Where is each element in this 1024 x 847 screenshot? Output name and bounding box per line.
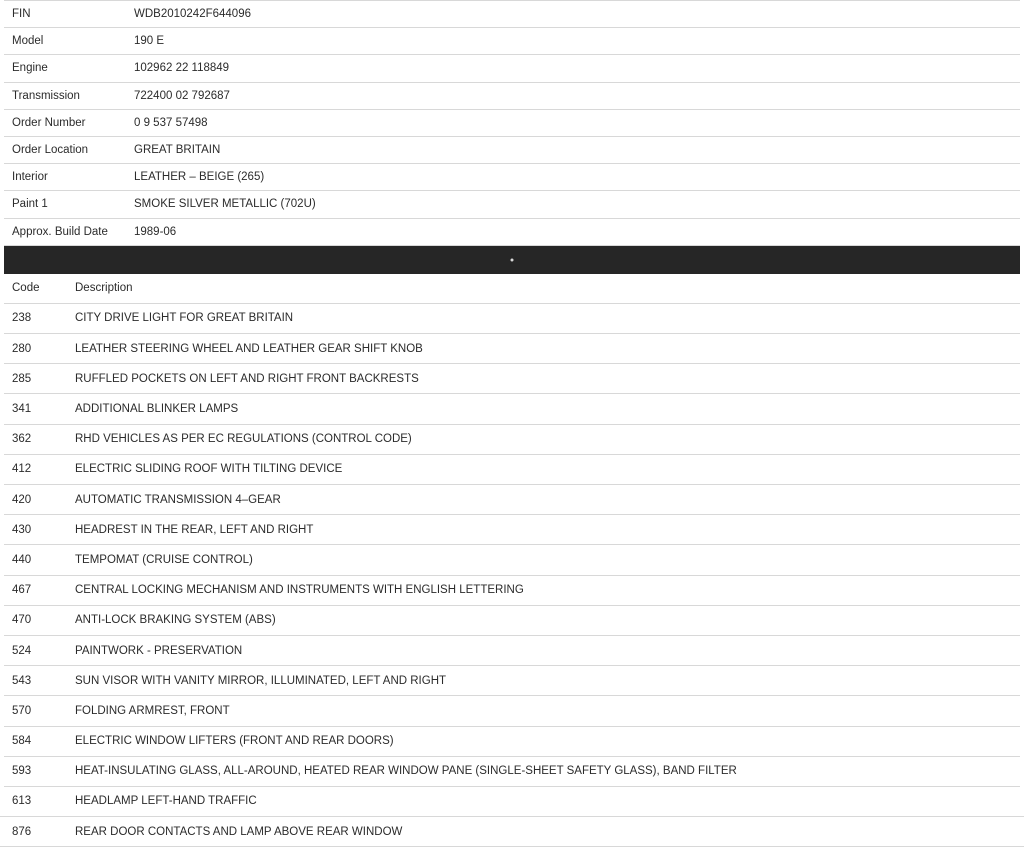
description-cell: FOLDING ARMREST, FRONT — [63, 696, 1024, 726]
table-row — [0, 485, 1024, 515]
description-cell: LEATHER STEERING WHEEL AND LEATHER GEAR SHIFT KNOB — [63, 334, 1024, 364]
option-codes-body — [0, 303, 1024, 846]
info-value: GREAT BRITAIN — [132, 136, 1024, 163]
description-cell: HEAT-INSULATING GLASS, ALL-AROUND, HEATED REAR WINDOW PANE (SINGLE-SHEET SAFETY GLASS), BAND FILTER — [63, 756, 1024, 786]
table-row — [0, 605, 1024, 635]
info-value: 1989-06 — [132, 218, 1024, 245]
vehicle-info-body — [0, 1, 1024, 246]
info-label: Approx. Build Date — [0, 218, 132, 245]
info-label: Model — [0, 28, 132, 55]
info-label: Paint 1 — [0, 191, 132, 218]
code-cell: 440 — [0, 545, 63, 575]
table-row — [0, 1, 1024, 28]
table-row — [0, 28, 1024, 55]
description-cell: TEMPOMAT (CRUISE CONTROL) — [63, 545, 1024, 575]
section-divider-band — [0, 246, 1024, 274]
info-label: Order Location — [0, 136, 132, 163]
info-value: WDB2010242F644096 — [132, 1, 1024, 28]
description-cell: RHD VEHICLES AS PER EC REGULATIONS (CONTROL CODE) — [63, 424, 1024, 454]
table-row — [0, 545, 1024, 575]
info-value: LEATHER – BEIGE (265) — [132, 164, 1024, 191]
table-row — [0, 394, 1024, 424]
info-value: 722400 02 792687 — [132, 82, 1024, 109]
code-cell: 470 — [0, 605, 63, 635]
code-cell: 570 — [0, 696, 63, 726]
code-cell: 524 — [0, 635, 63, 665]
option-codes-table — [0, 274, 1024, 847]
table-row — [0, 218, 1024, 245]
table-row — [0, 424, 1024, 454]
table-row — [0, 364, 1024, 394]
table-row — [0, 303, 1024, 333]
info-label: Engine — [0, 55, 132, 82]
table-row — [0, 136, 1024, 163]
info-value: 0 9 537 57498 — [132, 109, 1024, 136]
info-label: FIN — [0, 1, 132, 28]
table-row — [0, 666, 1024, 696]
code-cell: 341 — [0, 394, 63, 424]
table-row — [0, 786, 1024, 816]
info-label: Interior — [0, 164, 132, 191]
table-row — [0, 575, 1024, 605]
code-cell: 430 — [0, 515, 63, 545]
description-cell: ELECTRIC SLIDING ROOF WITH TILTING DEVICE — [63, 454, 1024, 484]
table-row — [0, 515, 1024, 545]
table-row — [0, 696, 1024, 726]
code-cell: 280 — [0, 334, 63, 364]
code-cell: 420 — [0, 485, 63, 515]
table-row — [0, 817, 1024, 847]
table-row — [0, 191, 1024, 218]
info-value: SMOKE SILVER METALLIC (702U) — [132, 191, 1024, 218]
table-row — [0, 164, 1024, 191]
option-codes-head — [0, 274, 1024, 304]
table-row — [0, 82, 1024, 109]
code-cell: 285 — [0, 364, 63, 394]
code-cell: 238 — [0, 303, 63, 333]
description-cell: SUN VISOR WITH VANITY MIRROR, ILLUMINATED, LEFT AND RIGHT — [63, 666, 1024, 696]
column-header-description: Description — [63, 274, 1024, 304]
code-cell: 876 — [0, 817, 63, 847]
description-cell: ADDITIONAL BLINKER LAMPS — [63, 394, 1024, 424]
code-cell: 467 — [0, 575, 63, 605]
description-cell: HEADREST IN THE REAR, LEFT AND RIGHT — [63, 515, 1024, 545]
description-cell: REAR DOOR CONTACTS AND LAMP ABOVE REAR WINDOW — [63, 817, 1024, 847]
description-cell: CITY DRIVE LIGHT FOR GREAT BRITAIN — [63, 303, 1024, 333]
description-cell: PAINTWORK - PRESERVATION — [63, 635, 1024, 665]
code-cell: 593 — [0, 756, 63, 786]
description-cell: RUFFLED POCKETS ON LEFT AND RIGHT FRONT BACKRESTS — [63, 364, 1024, 394]
column-header-code: Code — [0, 274, 63, 304]
table-row — [0, 635, 1024, 665]
description-cell: HEADLAMP LEFT-HAND TRAFFIC — [63, 786, 1024, 816]
info-label: Transmission — [0, 82, 132, 109]
table-row — [0, 55, 1024, 82]
table-row — [0, 109, 1024, 136]
description-cell: AUTOMATIC TRANSMISSION 4–GEAR — [63, 485, 1024, 515]
table-row — [0, 334, 1024, 364]
code-cell: 362 — [0, 424, 63, 454]
table-row — [0, 726, 1024, 756]
info-label: Order Number — [0, 109, 132, 136]
description-cell: ELECTRIC WINDOW LIFTERS (FRONT AND REAR DOORS) — [63, 726, 1024, 756]
vehicle-info-table — [0, 0, 1024, 246]
description-cell: ANTI-LOCK BRAKING SYSTEM (ABS) — [63, 605, 1024, 635]
code-cell: 412 — [0, 454, 63, 484]
table-row — [0, 756, 1024, 786]
divider-dot-icon — [511, 258, 514, 261]
code-cell: 543 — [0, 666, 63, 696]
info-value: 190 E — [132, 28, 1024, 55]
code-cell: 584 — [0, 726, 63, 756]
table-row — [0, 454, 1024, 484]
description-cell: CENTRAL LOCKING MECHANISM AND INSTRUMENTS WITH ENGLISH LETTERING — [63, 575, 1024, 605]
code-cell: 613 — [0, 786, 63, 816]
table-header-row — [0, 274, 1024, 304]
info-value: 102962 22 118849 — [132, 55, 1024, 82]
